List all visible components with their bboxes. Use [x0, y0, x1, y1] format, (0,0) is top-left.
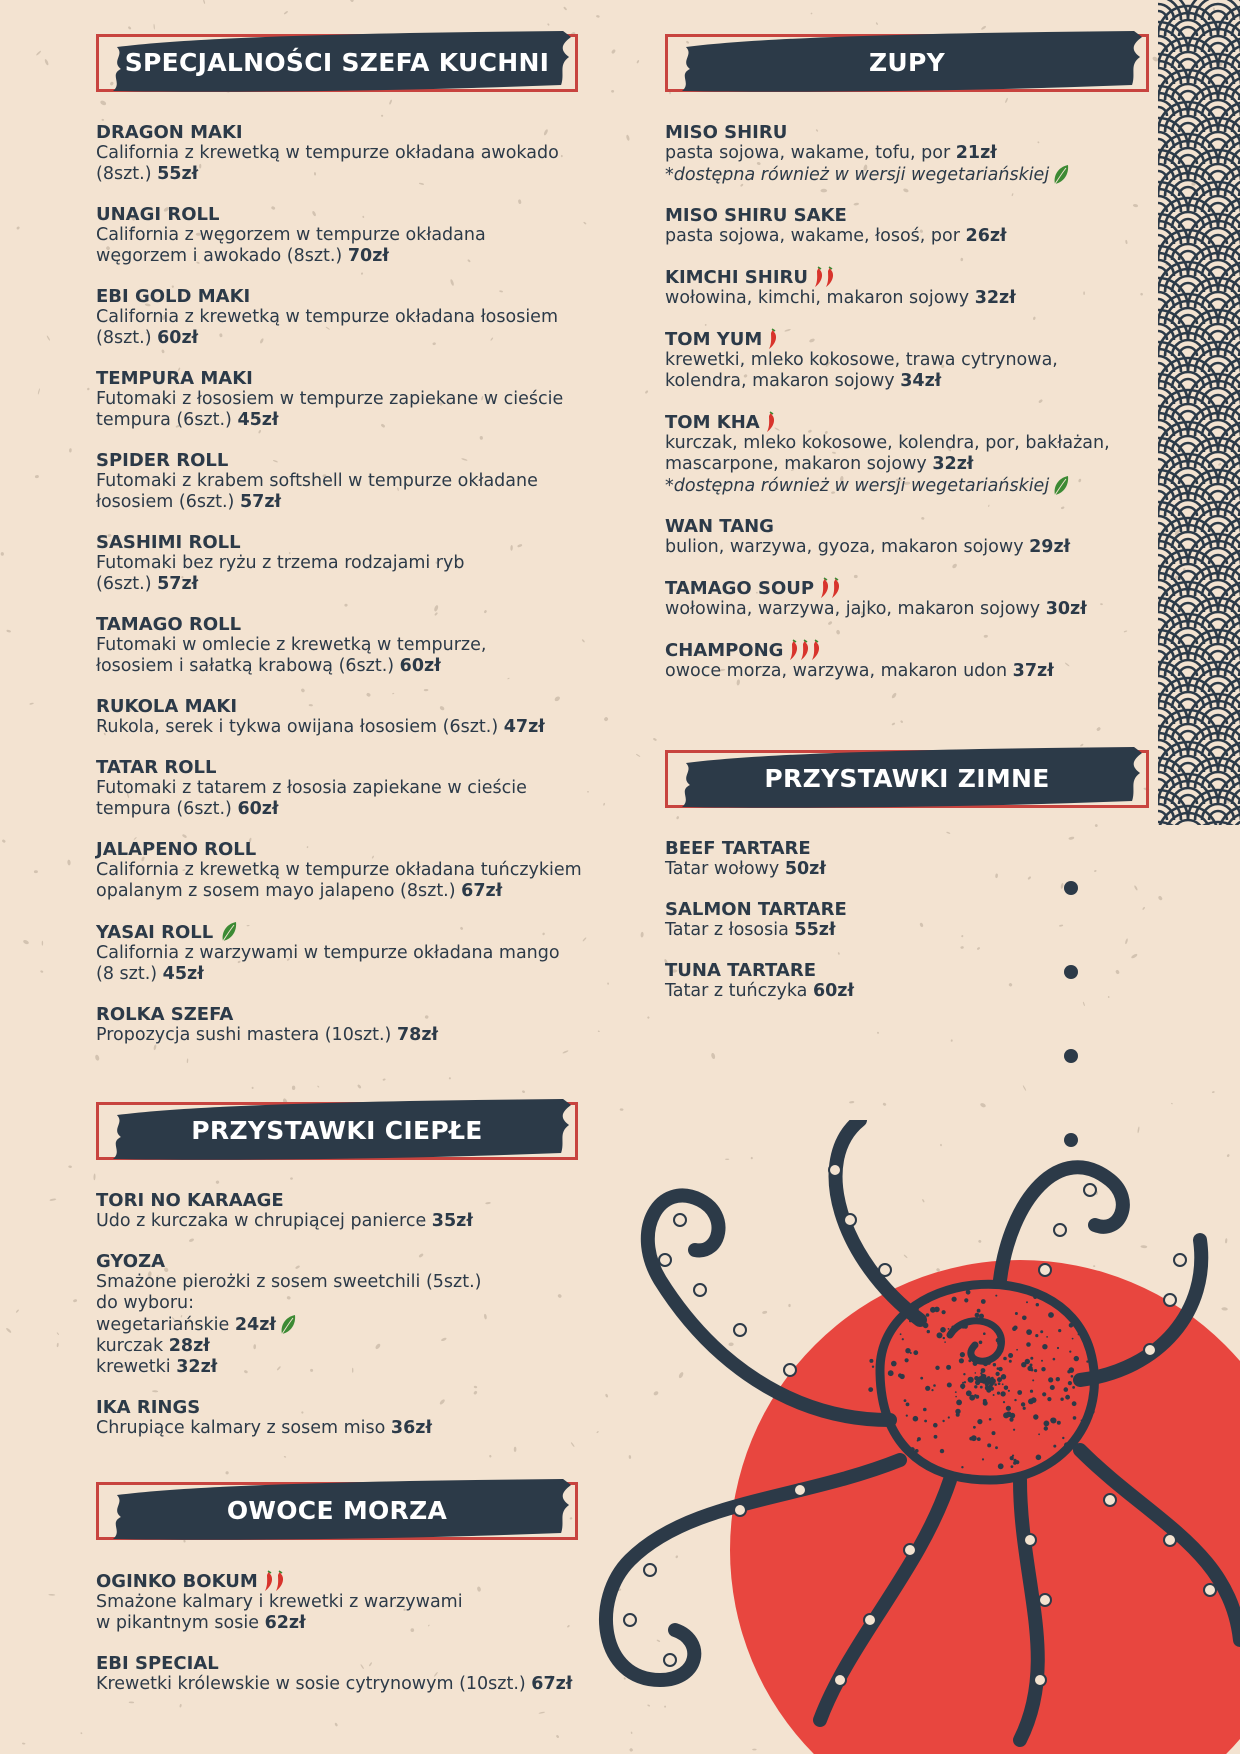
description-text: tempura (6szt.)	[96, 410, 232, 430]
description-text: (8szt.)	[96, 328, 152, 348]
menu-item-price: 60zł	[157, 328, 199, 348]
leaf-icon	[1052, 164, 1070, 186]
description-line	[96, 328, 636, 349]
menu-item-description	[96, 1592, 636, 1634]
section-header-specialties	[96, 34, 578, 92]
menu-item-name: CHAMPONG	[665, 639, 784, 661]
option-line	[96, 1336, 636, 1357]
menu-item	[96, 122, 636, 185]
menu-item-price: 50zł	[784, 859, 826, 879]
octopus-illustration	[590, 1120, 1240, 1754]
menu-item-name-row	[96, 757, 636, 778]
menu-item-description	[665, 433, 1165, 497]
description-line	[665, 859, 1165, 880]
menu-item-name: TATAR ROLL	[96, 757, 217, 778]
seafood-list	[96, 1570, 636, 1714]
menu-item-description	[96, 1674, 636, 1695]
spicy-indicator	[813, 266, 835, 288]
menu-item-name-row	[96, 1190, 636, 1211]
section-title: PRZYSTAWKI ZIMNE	[764, 764, 1050, 793]
menu-item-price: 47zł	[503, 717, 545, 737]
description-line	[665, 433, 1165, 454]
menu-item-description	[665, 143, 1165, 186]
menu-item-name: MISO SHIRU SAKE	[665, 205, 847, 226]
leaf-icon	[279, 1314, 297, 1336]
menu-item-price: 55zł	[794, 920, 836, 940]
description-line	[96, 389, 636, 410]
description-text: tempura (6szt.)	[96, 799, 232, 819]
description-text: łososiem (6szt.)	[96, 492, 235, 512]
menu-item-description	[96, 553, 636, 595]
warm-starters-list	[96, 1190, 636, 1458]
description-text: California z węgorzem w tempurze okładana	[96, 225, 486, 245]
menu-item-name-row	[665, 122, 1165, 143]
menu-item-description	[96, 307, 636, 349]
menu-item	[665, 960, 1165, 1002]
menu-item	[96, 450, 636, 513]
description-line	[665, 599, 1165, 620]
menu-item-name-row	[96, 1004, 636, 1025]
specialties-list	[96, 122, 636, 1065]
menu-item-name-row	[665, 899, 1165, 920]
menu-item-name-row	[96, 1397, 636, 1418]
description-text: opalanym z sosem mayo jalapeno (8szt.)	[96, 881, 456, 901]
menu-item-name-row	[665, 205, 1165, 226]
description-text: California z warzywami w tempurze okładana mango	[96, 943, 560, 963]
menu-item-price: 78zł	[396, 1025, 439, 1045]
menu-item-name: EBI SPECIAL	[96, 1653, 219, 1674]
menu-item	[665, 838, 1165, 880]
description-line	[96, 1025, 636, 1046]
description-text: Tatar z łososia	[665, 920, 789, 940]
menu-item-price: 45zł	[162, 964, 204, 984]
description-text: (8szt.)	[96, 164, 152, 184]
description-line	[665, 371, 1165, 392]
menu-item-name-row	[96, 532, 636, 553]
menu-item-price: 30zł	[1045, 599, 1087, 619]
description-line	[665, 981, 1165, 1002]
menu-item-price: 60zł	[237, 799, 279, 819]
description-text: węgorzem i awokado (8szt.)	[96, 246, 343, 266]
description-line	[96, 778, 636, 799]
menu-item-description	[96, 778, 636, 820]
description-line	[96, 881, 636, 902]
menu-item-price: 34zł	[900, 371, 942, 391]
menu-item-name-row	[665, 516, 1165, 537]
menu-item-description	[96, 471, 636, 513]
menu-item	[665, 411, 1165, 497]
menu-item-name: YASAI ROLL	[96, 921, 214, 943]
menu-item	[665, 639, 1165, 682]
menu-item-description	[96, 860, 636, 902]
menu-item-price: 37zł	[1012, 661, 1054, 681]
option-label: wegetariańskie	[96, 1315, 230, 1335]
chili-icon	[765, 411, 776, 433]
menu-item-name-row	[96, 1251, 636, 1272]
menu-item-name: MISO SHIRU	[665, 122, 788, 143]
menu-item-description	[96, 225, 636, 267]
description-text: Krewetki królewskie w sosie cytrynowym (10szt.)	[96, 1674, 526, 1694]
description-line	[665, 537, 1165, 558]
section-header-warm-starters	[96, 1102, 578, 1160]
menu-item-price: 67zł	[461, 881, 503, 901]
menu-item-price: 67zł	[531, 1674, 573, 1694]
description-text: Tatar z tuńczyka	[665, 981, 808, 1001]
soups-list	[665, 122, 1165, 701]
seigaiha-wave-pattern	[1158, 0, 1240, 825]
menu-item	[96, 1004, 636, 1046]
menu-item-name: TUNA TARTARE	[665, 960, 816, 981]
description-text: wołowina, kimchi, makaron sojowy	[665, 288, 970, 308]
description-text: Tatar wołowy	[665, 859, 780, 879]
option-price: 32zł	[176, 1357, 218, 1377]
description-text: Futomaki bez ryżu z trzema rodzajami ryb	[96, 553, 465, 573]
description-text: Futomaki z krabem softshell w tempurze okładane	[96, 471, 538, 491]
option-price: 24zł	[234, 1315, 276, 1335]
menu-item	[665, 328, 1165, 392]
note-text: *dostępna również w wersji wegetariańskiej	[665, 165, 1050, 185]
menu-item-description	[96, 717, 636, 738]
menu-item-name-row	[96, 696, 636, 717]
menu-item-price: 60zł	[399, 656, 441, 676]
description-line	[96, 943, 636, 964]
menu-item	[96, 921, 636, 985]
menu-item-description	[665, 288, 1165, 309]
menu-item-price: 62zł	[264, 1613, 306, 1633]
menu-item-description	[96, 1272, 636, 1378]
menu-item-price: 21zł	[955, 143, 997, 163]
description-text: Chrupiące kalmary z sosem miso	[96, 1418, 386, 1438]
description-line	[665, 920, 1165, 941]
description-text: Propozycja sushi mastera (10szt.)	[96, 1025, 392, 1045]
menu-item	[96, 1397, 636, 1439]
menu-item-name: IKA RINGS	[96, 1397, 201, 1418]
chili-icon	[824, 266, 835, 288]
menu-item-name: TORI NO KARAAGE	[96, 1190, 284, 1211]
menu-item	[665, 266, 1165, 309]
menu-item-description	[96, 1418, 636, 1439]
menu-item	[665, 899, 1165, 941]
menu-item-price: 36zł	[390, 1418, 432, 1438]
menu-item-description	[96, 635, 636, 677]
description-text: California z krewetką w tempurze okładana awokado	[96, 143, 559, 163]
description-text: łososiem i sałatką krabową (6szt.)	[96, 656, 395, 676]
menu-item	[665, 122, 1165, 186]
menu-item-description	[96, 1211, 636, 1232]
chili-icon	[767, 328, 778, 350]
spicy-indicator	[788, 639, 821, 661]
menu-item	[665, 205, 1165, 247]
menu-item-description	[665, 599, 1165, 620]
menu-item	[96, 368, 636, 431]
description-line	[665, 226, 1165, 247]
description-text: Rukola, serek i tykwa owijana łososiem (6szt.)	[96, 717, 499, 737]
description-line	[96, 225, 636, 246]
description-text: do wyboru:	[96, 1293, 195, 1313]
description-line	[96, 1613, 636, 1634]
menu-item	[96, 204, 636, 267]
description-line	[96, 1592, 636, 1613]
description-line	[96, 1293, 636, 1314]
menu-item	[665, 516, 1165, 558]
menu-item-price: 32zł	[932, 454, 974, 474]
menu-item-price: 45zł	[237, 410, 279, 430]
menu-item	[96, 696, 636, 738]
menu-item-name-row	[96, 1653, 636, 1674]
menu-item-price: 57zł	[239, 492, 282, 512]
decorative-dot	[1064, 1049, 1078, 1063]
menu-item	[96, 1570, 636, 1634]
menu-item	[96, 532, 636, 595]
note-text: *dostępna również w wersji wegetariańskiej	[665, 476, 1050, 496]
menu-item-description	[665, 661, 1165, 682]
menu-item	[96, 286, 636, 349]
description-line	[96, 410, 636, 431]
leaf-icon	[220, 921, 238, 943]
section-title: PRZYSTAWKI CIEPŁE	[191, 1116, 483, 1145]
menu-item-note	[665, 164, 1165, 186]
menu-item-description	[665, 350, 1165, 392]
section-title: ZUPY	[868, 48, 946, 77]
description-line	[665, 350, 1165, 371]
menu-item-name: TAMAGO SOUP	[665, 577, 815, 599]
menu-item-name-row	[96, 368, 636, 389]
menu-item-name-row	[96, 204, 636, 225]
section-title: SPECJALNOŚCI SZEFA KUCHNI	[124, 48, 550, 77]
description-line	[665, 143, 1165, 164]
chili-icon	[830, 577, 841, 599]
chili-icon	[263, 1570, 274, 1592]
menu-item-description	[665, 859, 1165, 880]
description-text: (8 szt.)	[96, 964, 158, 984]
description-text: Udo z kurczaka w chrupiącej panierce	[96, 1211, 427, 1231]
menu-item-price: 26zł	[965, 226, 1007, 246]
menu-item-price: 60zł	[812, 981, 854, 1001]
menu-item-price: 55zł	[157, 164, 199, 184]
description-line	[96, 471, 636, 492]
menu-item-name-row	[96, 450, 636, 471]
description-text: California z krewetką w tempurze okładana łososiem	[96, 307, 558, 327]
section-title: OWOCE MORZA	[226, 1496, 448, 1525]
menu-item-name-row	[96, 122, 636, 143]
description-line	[96, 799, 636, 820]
menu-item	[96, 839, 636, 902]
option-label: krewetki	[96, 1357, 171, 1377]
menu-item-name: SPIDER ROLL	[96, 450, 229, 471]
menu-item-name: RUKOLA MAKI	[96, 696, 238, 717]
chili-icon	[274, 1570, 285, 1592]
option-price: 28zł	[168, 1336, 210, 1356]
menu-item-name: TOM YUM	[665, 328, 763, 350]
spicy-indicator	[819, 577, 841, 599]
section-header-seafood	[96, 1482, 578, 1540]
menu-item-name-row	[96, 839, 636, 860]
menu-item-name: UNAGI ROLL	[96, 204, 220, 225]
description-line	[96, 246, 636, 267]
description-text: California z krewetką w tempurze okładana tuńczykiem	[96, 860, 582, 880]
menu-item-name: KIMCHI SHIRU	[665, 266, 808, 288]
option-line	[96, 1357, 636, 1378]
menu-item-price: 57zł	[157, 574, 199, 594]
description-text: owoce morza, warzywa, makaron udon	[665, 661, 1008, 681]
description-text: pasta sojowa, wakame, tofu, por	[665, 143, 951, 163]
description-line	[96, 656, 636, 677]
spicy-indicator	[767, 328, 778, 350]
menu-item-name: TEMPURA MAKI	[96, 368, 253, 389]
menu-item	[96, 1251, 636, 1378]
menu-item	[96, 614, 636, 677]
menu-item	[96, 1653, 636, 1695]
menu-item-name-row	[665, 577, 1165, 599]
description-line	[96, 635, 636, 656]
description-line	[96, 492, 636, 513]
menu-item	[96, 1190, 636, 1232]
menu-item-name: JALAPENO ROLL	[96, 839, 257, 860]
menu-item-description	[96, 143, 636, 185]
description-text: kolendra, makaron sojowy	[665, 371, 895, 391]
menu-item-name-row	[96, 921, 636, 943]
menu-item-description	[96, 943, 636, 985]
menu-item-description	[96, 389, 636, 431]
description-line	[665, 288, 1165, 309]
menu-item-price: 29zł	[1029, 537, 1071, 557]
menu-item	[96, 757, 636, 820]
description-text: kurczak, mleko kokosowe, kolendra, por, bakłażan,	[665, 433, 1110, 453]
description-line	[96, 1211, 636, 1232]
description-text: pasta sojowa, wakame, łosoś, por	[665, 226, 960, 246]
description-text: Futomaki z tatarem z łososia zapiekane w cieście	[96, 778, 527, 798]
menu-item-name: TAMAGO ROLL	[96, 614, 242, 635]
menu-item-name-row	[96, 614, 636, 635]
section-header-soups	[665, 34, 1149, 92]
description-line	[96, 574, 636, 595]
chili-icon	[819, 577, 830, 599]
description-text: (6szt.)	[96, 574, 152, 594]
description-text: Futomaki w omlecie z krewetką w tempurze,	[96, 635, 487, 655]
description-line	[96, 307, 636, 328]
menu-item-name-row	[665, 328, 1165, 350]
description-text: Futomaki z łososiem w tempurze zapiekane w cieście	[96, 389, 564, 409]
description-text: krewetki, mleko kokosowe, trawa cytrynowa,	[665, 350, 1058, 370]
menu-item-name-row	[665, 838, 1165, 859]
menu-item-name-row	[665, 411, 1165, 433]
menu-item-name-row	[665, 960, 1165, 981]
option-label: kurczak	[96, 1336, 164, 1356]
description-line	[96, 717, 636, 738]
menu-item-name: SASHIMI ROLL	[96, 532, 241, 553]
menu-item-name: EBI GOLD MAKI	[96, 286, 251, 307]
menu-item-name: DRAGON MAKI	[96, 122, 243, 143]
description-line	[96, 860, 636, 881]
menu-item-name: SALMON TARTARE	[665, 899, 847, 920]
leaf-icon	[1052, 475, 1070, 497]
description-line	[96, 1674, 636, 1695]
description-text: bulion, warzywa, gyoza, makaron sojowy	[665, 537, 1024, 557]
menu-item-name: TOM KHA	[665, 411, 760, 433]
chili-icon	[788, 639, 799, 661]
menu-item-name: BEEF TARTARE	[665, 838, 811, 859]
description-line	[96, 1418, 636, 1439]
description-line	[96, 553, 636, 574]
menu-item-name-row	[96, 1570, 636, 1592]
menu-item-description	[665, 537, 1165, 558]
spicy-indicator	[263, 1570, 285, 1592]
spicy-indicator	[765, 411, 776, 433]
menu-item-name: GYOZA	[96, 1251, 166, 1272]
menu-item-note	[665, 475, 1165, 497]
menu-item-description	[665, 920, 1165, 941]
description-line	[96, 964, 636, 985]
chili-icon	[810, 639, 821, 661]
menu-item-description	[96, 1025, 636, 1046]
menu-item	[665, 577, 1165, 620]
chili-icon	[799, 639, 810, 661]
menu-item-name: OGINKO BOKUM	[96, 1570, 258, 1592]
menu-item-name-row	[665, 639, 1165, 661]
menu-item-name: ROLKA SZEFA	[96, 1004, 234, 1025]
option-line	[96, 1314, 636, 1336]
description-text: wołowina, warzywa, jajko, makaron sojowy	[665, 599, 1041, 619]
menu-item-price: 70zł	[347, 246, 389, 266]
menu-item-price: 35zł	[431, 1211, 473, 1231]
description-line	[665, 454, 1165, 475]
cold-starters-list	[665, 838, 1165, 1021]
menu-item-name: WAN TANG	[665, 516, 774, 537]
description-text: w pikantnym sosie	[96, 1613, 259, 1633]
description-line	[96, 164, 636, 185]
description-text: Smażone pierożki z sosem sweetchili (5szt.)	[96, 1272, 482, 1292]
description-text: Smażone kalmary i krewetki z warzywami	[96, 1592, 463, 1612]
section-header-cold-starters	[665, 750, 1149, 808]
menu-item-name-row	[665, 266, 1165, 288]
menu-item-description	[665, 981, 1165, 1002]
description-line	[96, 1272, 636, 1293]
description-text: mascarpone, makaron sojowy	[665, 454, 927, 474]
menu-item-price: 32zł	[974, 288, 1016, 308]
chili-icon	[813, 266, 824, 288]
description-line	[96, 143, 636, 164]
menu-item-description	[665, 226, 1165, 247]
menu-item-name-row	[96, 286, 636, 307]
description-line	[665, 661, 1165, 682]
